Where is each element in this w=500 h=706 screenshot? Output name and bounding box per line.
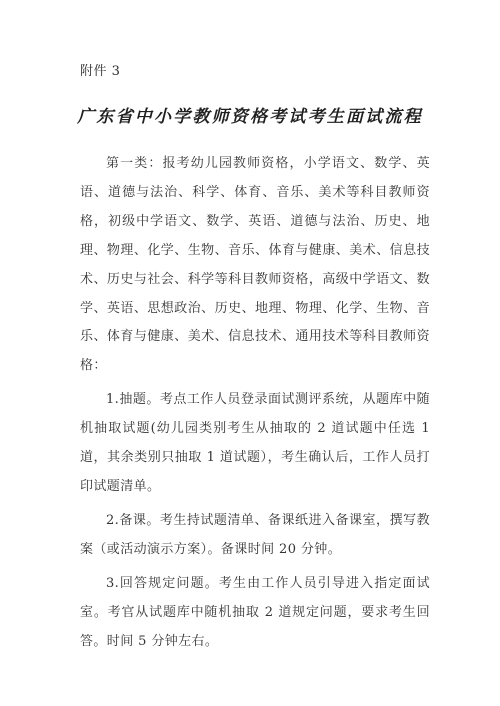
document-body (80, 150, 430, 656)
paragraph-step-draw-questions: 1.抽题。考点工作人员登录面试测评系统，从题库中随机抽取试题(幼儿园类别考生从抽取的 2 道试题中任选 1 道，其余类别只抽取 1 道试题），考生确认后，工作人员打印试题清单。 (80, 392, 430, 494)
page-title: 广东省中小学教师资格考试考生面试流程 (77, 107, 423, 127)
attachment-label: 附件 3 (80, 64, 121, 79)
paragraph-step-lesson-prep: 2.备课。考生持试题清单、备课纸进入备课室，撰写教案（或活动演示方案）。备课时间 20 分钟。 (80, 512, 430, 557)
paragraph-step-answer-questions: 3.回答规定问题。考生由工作人员引导进入指定面试室。考官从试题库中随机抽取 2 道规定问题，要求考生回答。时间 5 分钟左右。 (80, 575, 430, 649)
paragraph-category-one: 第一类：报考幼儿园教师资格，小学语文、数学、英语、道德与法治、科学、体育、音乐、美术等科目教师资格，初级中学语文、数学、英语、道德与法治、历史、地理、物理、化学、生物、音乐、体育与健康、美术、信息技术、历史与社会、科学等科目教师资格，高级中学语文、数学、英语、思想政治、历史、地理、物理、化学、生物、音乐、体育与健康、美术、信息技术、通用技术等科目教师资格： (80, 156, 430, 374)
